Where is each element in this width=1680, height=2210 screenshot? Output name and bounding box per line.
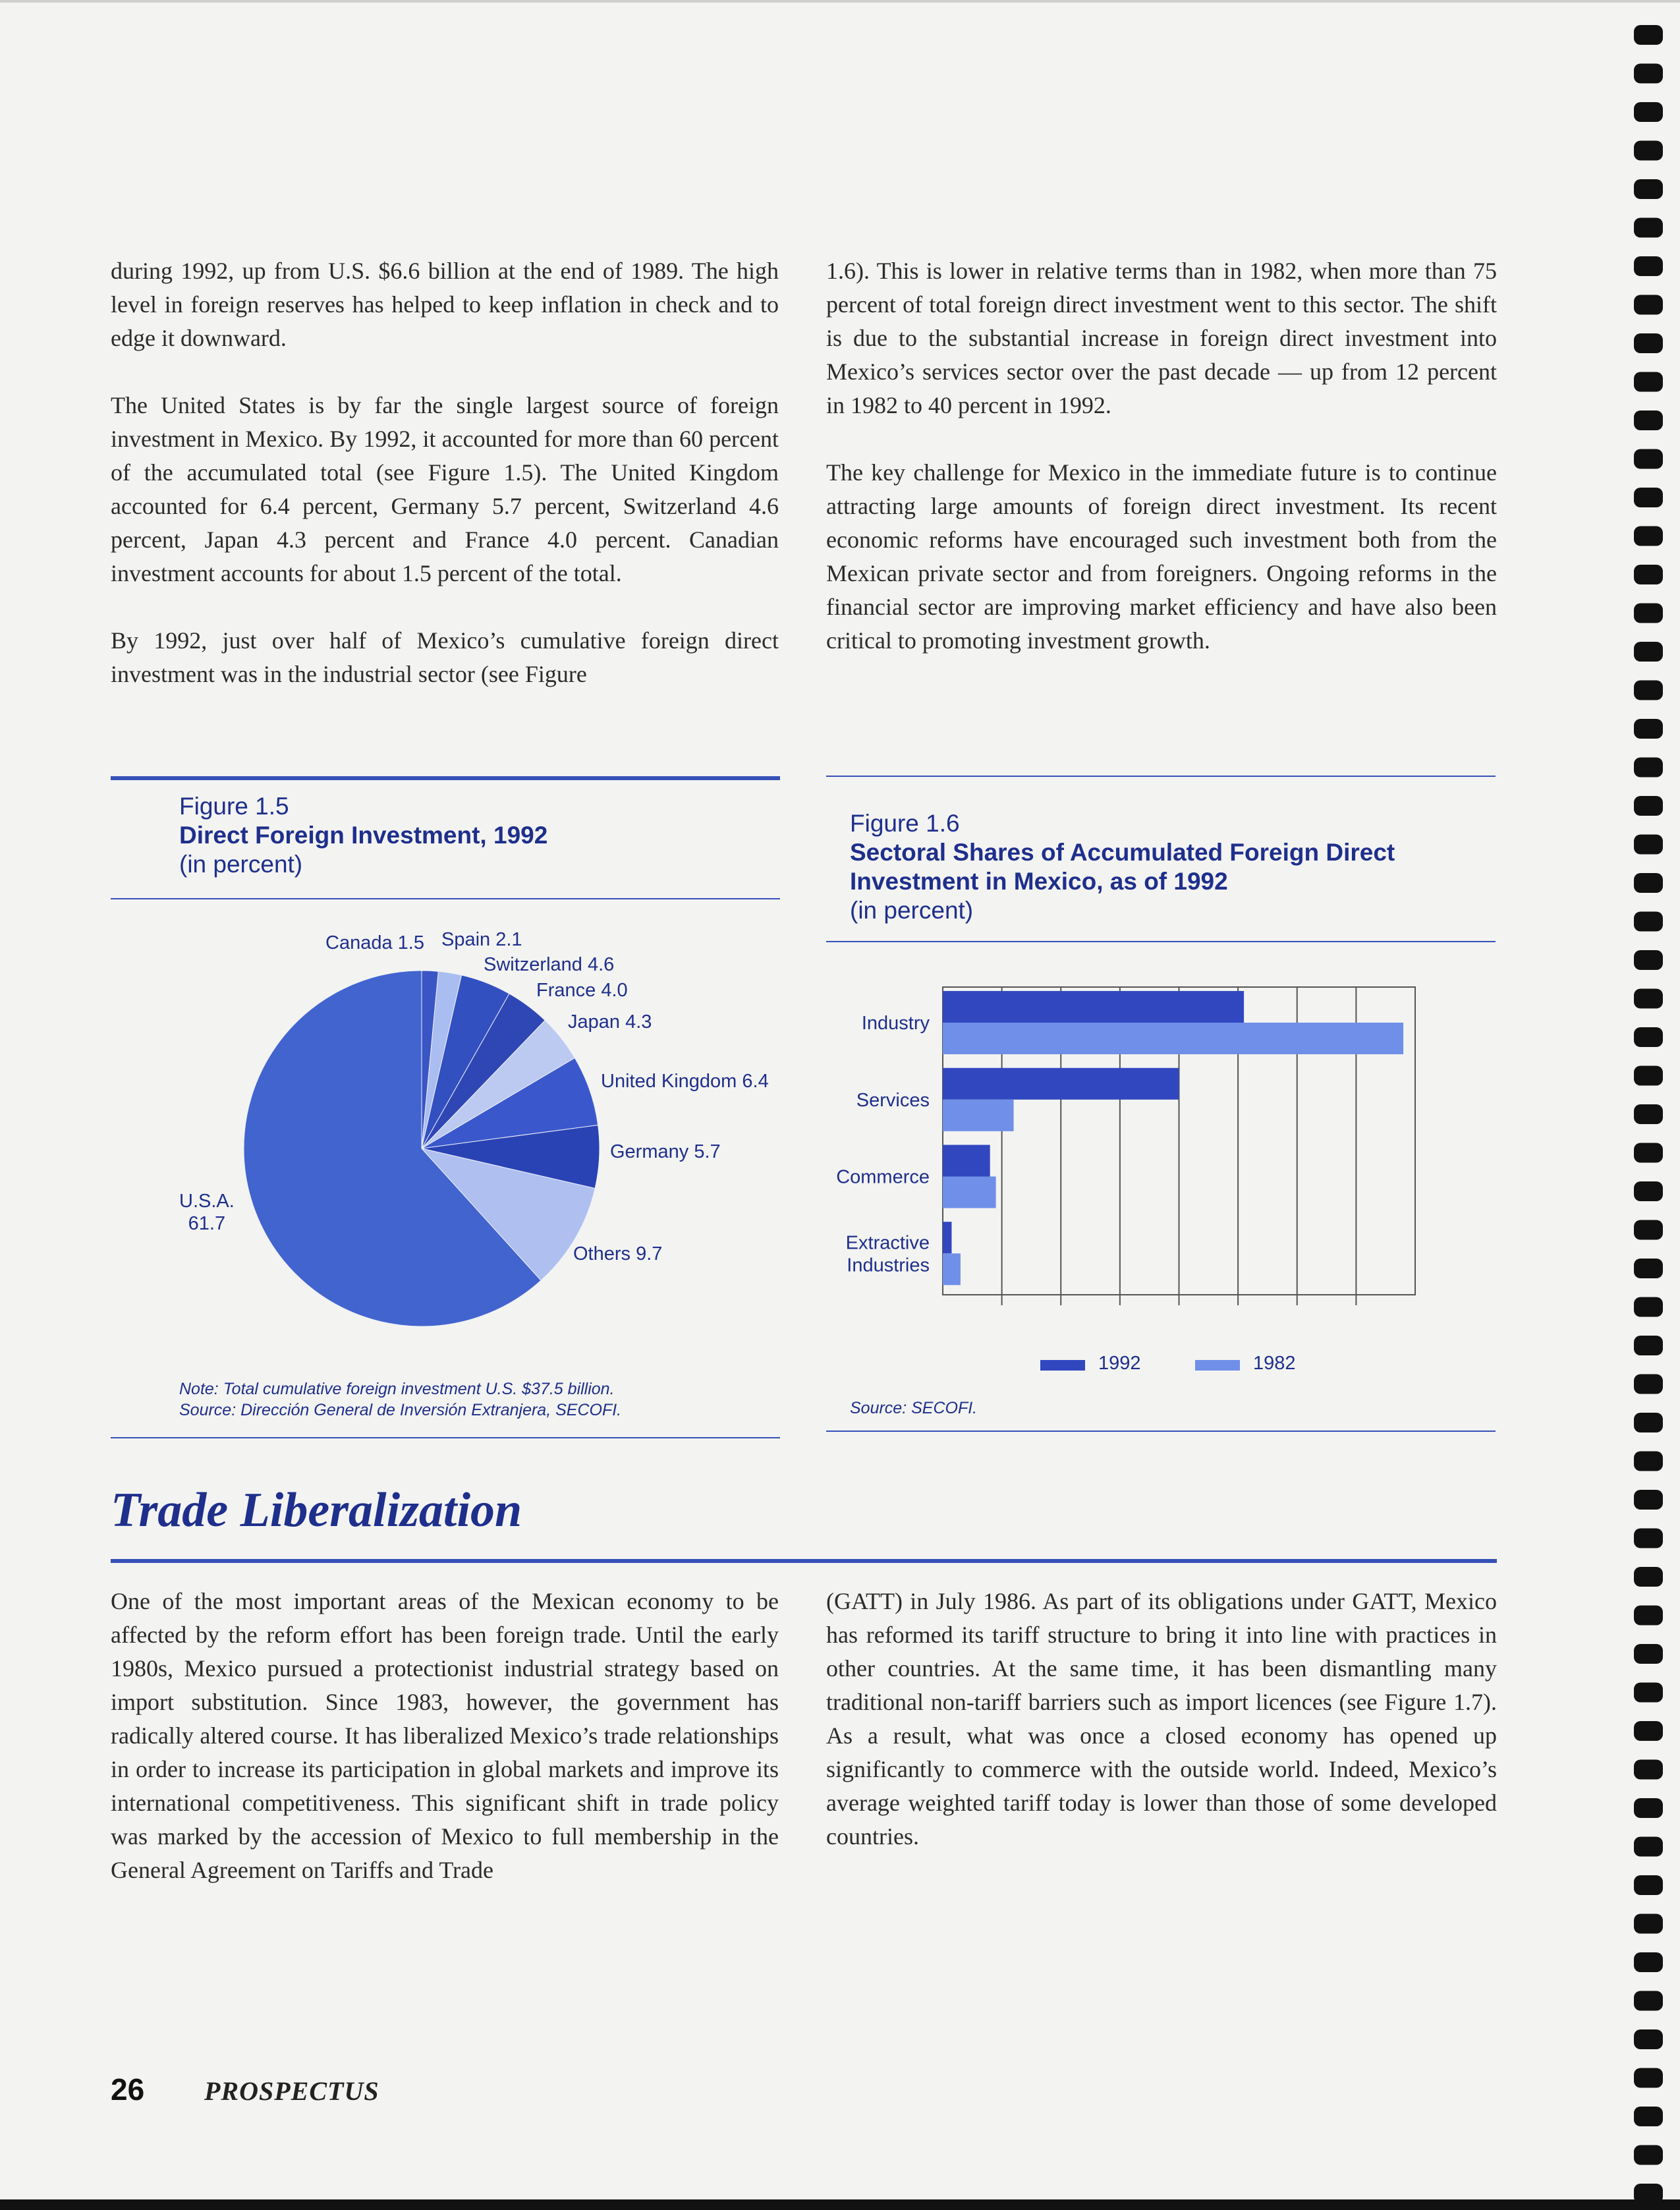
- bar-1982: [943, 1253, 961, 1285]
- binder-hole: [1634, 25, 1663, 45]
- intro-right-column: [826, 254, 1497, 691]
- binder-hole: [1634, 1567, 1663, 1587]
- page-number: 26: [111, 2072, 145, 2107]
- binder-hole: [1634, 449, 1663, 469]
- bar-chart: [826, 975, 1496, 1397]
- figure-header-rule: [826, 941, 1496, 942]
- legend-swatch: [1040, 1360, 1085, 1371]
- binder-hole: [1634, 989, 1663, 1009]
- binder-hole: [1634, 411, 1663, 430]
- pie-label-line: U.S.A.: [179, 1191, 235, 1212]
- pie-label: Canada 1.5: [325, 932, 424, 953]
- category-label: Industry: [861, 1013, 930, 1034]
- bar-1982: [943, 1100, 1014, 1131]
- pie-label: [179, 1190, 235, 1235]
- intro-left-column: [111, 254, 779, 725]
- bar-1992: [943, 991, 1244, 1023]
- figure-title: Direct Foreign Investment, 1992: [179, 822, 548, 849]
- binder-hole: [1634, 912, 1663, 932]
- binder-hole: [1634, 2145, 1663, 2165]
- figure-bottom-rule: [111, 1437, 780, 1438]
- top-edge: [0, 0, 1680, 3]
- binder-hole: [1634, 2068, 1663, 2088]
- legend-label: 1982: [1253, 1353, 1296, 1374]
- figure-1-6-header: [850, 809, 1395, 925]
- bar-1982: [943, 1177, 996, 1208]
- category-label: Commerce: [836, 1166, 930, 1188]
- binder-hole: [1634, 1529, 1663, 1548]
- binder-hole: [1634, 141, 1663, 161]
- binder-hole: [1634, 1413, 1663, 1432]
- paragraph: 1.6). This is lower in relative terms than in 1982, when more than 75 percent of total foreign direct investment went to this sector. The shift is due to the substantial increase in foreign direct investment into Mexico’s services sector over the past decade — up from 12 percent in 1982 to 40 percent in 1992.: [826, 258, 1497, 418]
- binder-hole: [1634, 1297, 1663, 1317]
- binder-hole: [1634, 1875, 1663, 1895]
- pie-label: Germany 5.7: [610, 1141, 721, 1162]
- binder-hole: [1634, 102, 1663, 122]
- binder-holes: [1634, 0, 1673, 2210]
- bar-1992: [943, 1222, 951, 1253]
- section-heading: Trade Liberalization: [111, 1483, 522, 1537]
- figure-1-5-header: [179, 792, 547, 879]
- binder-hole: [1634, 1259, 1663, 1278]
- bar-1992: [943, 1068, 1179, 1100]
- pie-label: Spain 2.1: [441, 929, 522, 950]
- binder-hole: [1634, 681, 1663, 700]
- figure-number: Figure 1.6: [850, 810, 960, 837]
- figure-top-rule: [826, 776, 1496, 777]
- bottom-edge: [0, 2199, 1680, 2210]
- figure-number: Figure 1.5: [179, 793, 289, 820]
- binder-hole: [1634, 1798, 1663, 1818]
- pie-label: Others 9.7: [573, 1243, 663, 1264]
- binder-hole: [1634, 835, 1663, 855]
- trade-left-column: [111, 1585, 779, 1921]
- binder-hole: [1634, 295, 1663, 315]
- source-text: Source: Dirección General de Inversión Extranjera, SECOFI.: [179, 1401, 622, 1419]
- figure-title: Investment in Mexico, as of 1992: [850, 868, 1228, 895]
- binder-hole: [1634, 1683, 1663, 1703]
- figure-bottom-rule: [826, 1431, 1496, 1432]
- binder-hole: [1634, 796, 1663, 816]
- section-rule: [111, 1559, 1497, 1563]
- bar-1992: [943, 1145, 990, 1177]
- binder-hole: [1634, 1914, 1663, 1934]
- paragraph: By 1992, just over half of Mexico’s cumulative foreign direct investment was in the industrial sector (see Figure: [111, 627, 779, 687]
- binder-hole: [1634, 333, 1663, 353]
- binder-hole: [1634, 1644, 1663, 1664]
- binder-hole: [1634, 2029, 1663, 2049]
- paragraph: (GATT) in July 1986. As part of its obligations under GATT, Mexico has reformed its tariff structure to bring it into line with practices in other countries. At the same time, it has been dismantling many traditional non-tariff barriers such as import licences (see Figure 1.7). As a result, what was once a closed economy has opened up significantly to commerce with the outside world. Indeed, Mexico’s average weighted tariff today is lower than those of some developed countries.: [826, 1588, 1497, 1850]
- legend-label: 1992: [1098, 1353, 1141, 1374]
- binder-hole: [1634, 526, 1663, 546]
- binder-hole: [1634, 642, 1663, 662]
- binder-hole: [1634, 64, 1663, 84]
- binder-hole: [1634, 488, 1663, 507]
- binder-hole: [1634, 372, 1663, 392]
- pie-label: United Kingdom 6.4: [601, 1071, 769, 1092]
- figure-header-rule: [111, 898, 780, 899]
- figure-unit: (in percent): [179, 851, 303, 878]
- trade-right-column: [826, 1585, 1497, 1887]
- binder-hole: [1634, 1760, 1663, 1780]
- binder-hole: [1634, 1490, 1663, 1510]
- binder-hole: [1634, 218, 1663, 238]
- binder-hole: [1634, 1027, 1663, 1047]
- category-label: Industries: [847, 1255, 930, 1276]
- binder-hole: [1634, 1721, 1663, 1741]
- binder-hole: [1634, 1374, 1663, 1394]
- binder-hole: [1634, 719, 1663, 739]
- figure-top-rule: [111, 776, 780, 780]
- figure-source: Source: SECOFI.: [850, 1399, 978, 1417]
- paragraph: during 1992, up from U.S. $6.6 billion at the end of 1989. The high level in foreign reserves has helped to keep inflation in check and to edge it downward.: [111, 258, 779, 351]
- binder-hole: [1634, 1336, 1663, 1355]
- figure-note: [179, 1378, 621, 1421]
- pie-label: Switzerland 4.6: [484, 954, 615, 975]
- prospectus-logo: PROSPECTUS: [204, 2076, 379, 2106]
- paragraph: The United States is by far the single largest source of foreign investment in Mexico. By 1992, it accounted for more than 60 percent of the accumulated total (see Figure 1.5). The United Kingdom accounted for 6.4 percent, Germany 5.7 percent, Switzerland 4.6 percent, Japan 4.3 percent and France 4.0 percent. Canadian investment accounts for about 1.5 percent of the total.: [111, 392, 779, 586]
- binder-hole: [1634, 1066, 1663, 1086]
- binder-hole: [1634, 1991, 1663, 2011]
- legend-swatch: [1195, 1360, 1240, 1371]
- binder-hole: [1634, 179, 1663, 199]
- binder-hole: [1634, 1220, 1663, 1240]
- category-label: Services: [856, 1089, 930, 1111]
- category-label: Extractive: [845, 1232, 930, 1254]
- binder-hole: [1634, 1143, 1663, 1163]
- binder-hole: [1634, 758, 1663, 778]
- note-text: Note: Total cumulative foreign investment U.S. $37.5 billion.: [179, 1380, 615, 1398]
- binder-hole: [1634, 1606, 1663, 1626]
- binder-hole: [1634, 950, 1663, 970]
- binder-hole: [1634, 565, 1663, 584]
- binder-hole: [1634, 1181, 1663, 1201]
- binder-hole: [1634, 1104, 1663, 1124]
- binder-hole: [1634, 2107, 1663, 2126]
- binder-hole: [1634, 1452, 1663, 1471]
- pie-label: France 4.0: [536, 980, 628, 1001]
- binder-hole: [1634, 1837, 1663, 1857]
- paragraph: One of the most important areas of the Mexican economy to be affected by the reform effort has been foreign trade. Until the early 1980s, Mexico pursued a protectionist industrial strategy based on import substitution. Since 1983, however, the government has radically altered course. It has liberalized Mexico’s trade relationships in order to increase its participation in global markets and improve its international competitiveness. This significant shift in trade policy was marked by the accession of Mexico to full membership in the General Agreement on Tariffs and Trade: [111, 1588, 779, 1883]
- binder-hole: [1634, 1952, 1663, 1972]
- figure-unit: (in percent): [850, 897, 974, 924]
- paragraph: The key challenge for Mexico in the immediate future is to continue attracting large amounts of foreign direct investment. Its recent economic reforms have encouraged such investment both from the Mexican private sector and from foreigners. Ongoing reforms in the financial sector are improving market efficiency and have also been critical to promoting investment growth.: [826, 459, 1497, 654]
- pie-label-line: 61.7: [188, 1213, 226, 1234]
- bar-1982: [943, 1023, 1403, 1054]
- binder-hole: [1634, 256, 1663, 276]
- figure-title: Sectoral Shares of Accumulated Foreign Direct: [850, 839, 1395, 866]
- pie-label: Japan 4.3: [568, 1011, 652, 1033]
- binder-hole: [1634, 873, 1663, 893]
- binder-hole: [1634, 604, 1663, 623]
